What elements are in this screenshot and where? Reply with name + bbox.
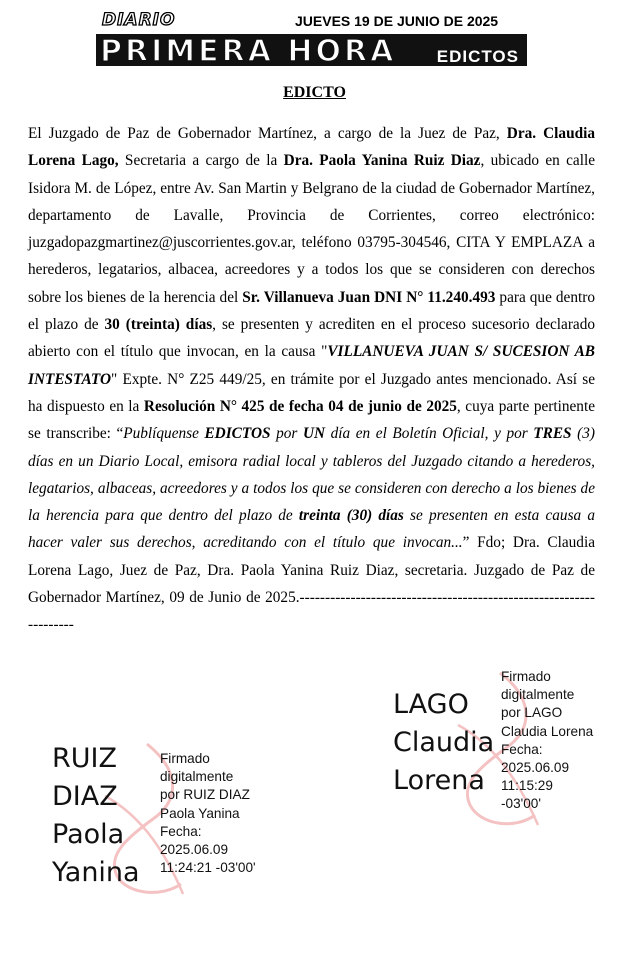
resolution-reference: Resolución N° 425 de fecha 04 de junio de 2025 [143, 397, 457, 415]
edict-body [28, 120, 595, 639]
quoted-text: se presenten en esta causa a hacer valer sus derechos, acreditando con el título que invocan... [28, 507, 595, 552]
signer-name [393, 686, 494, 800]
deadline-term: 30 (treinta) días [104, 316, 213, 334]
masthead-section: EDICTOS [436, 47, 519, 66]
signer-name-line: RUIZ [52, 743, 117, 774]
masthead-logo-top: DIARIO [102, 12, 176, 30]
signature-detail-line: Fecha: [160, 823, 202, 839]
quoted-text: por [270, 425, 303, 443]
signature-detail-line: Firmado [160, 751, 210, 766]
signer-name-line: Lorena [393, 765, 485, 796]
newspaper-masthead [96, 12, 527, 66]
signature-detail-line: Claudia Lorena [501, 723, 594, 739]
signature-details [501, 668, 593, 814]
body-text-segment: para que dentro el plazo de [28, 288, 595, 334]
document-title: EDICTO [283, 84, 346, 101]
signer-name-line: Claudia [393, 727, 495, 758]
signature-detail-line: Fecha: [501, 741, 543, 757]
signer-name-line: LAGO [393, 689, 469, 720]
body-text-segment: Secretaria a cargo de la [118, 152, 284, 170]
body-text-segment: El Juzgado de Paz de Gobernador Martínez, a cargo de la Juez de Paz, [28, 125, 507, 142]
signer-name-line: Paola [52, 819, 125, 850]
signature-detail-line: Paola Yanina [160, 805, 240, 821]
signature-detail-line: digitalmente [501, 687, 575, 703]
masthead-logo-main: PRIMERA HORA [100, 34, 397, 66]
signature-detail-line: digitalmente [160, 769, 234, 785]
quoted-text: día en el Boletín Oficial, y por [325, 425, 534, 443]
masthead-band [96, 34, 527, 66]
digital-signature-ruiz-diaz [50, 736, 280, 906]
secretary-name: Dra. Paola Yanina Ruiz Diaz [283, 152, 481, 170]
judge-name: Dra. Claudia Lorena Lago, [28, 125, 595, 170]
quoted-emphasis: UN [302, 425, 326, 443]
case-title: VILLANUEVA JUAN S/ SUCESION AB INTESTATO [28, 343, 595, 388]
body-text-segment: , se presenten y acrediten en el proceso sucesorio declarado abierto con el título que invocan, en la causa " [28, 316, 595, 361]
signature-detail-line: 2025.06.09 [160, 842, 229, 858]
masthead-date: JUEVES 19 DE JUNIO DE 2025 [295, 13, 499, 29]
signer-name-line: Yanina [52, 857, 140, 888]
quoted-emphasis: EDICTOS [204, 425, 271, 443]
deceased-name: Sr. Villanueva Juan DNI N° 11.240.493 [242, 288, 496, 306]
quoted-emphasis: TRES [533, 425, 572, 443]
signature-detail-line: -03'00' [501, 796, 541, 812]
quoted-emphasis: treinta (30) días [298, 507, 404, 525]
signature-detail-line: 2025.06.09 [501, 760, 570, 776]
body-text-segment: , cuya parte pertinente se transcribe: “ [28, 397, 595, 443]
signer-name [52, 740, 140, 892]
signature-detail-line: Firmado [501, 669, 551, 684]
quoted-text: Publíquense [123, 425, 205, 443]
signature-detail-line: 11:24:21 -03'00' [160, 860, 256, 876]
quoted-text: (3) días en un Diario Local, emisora radial local y tableros del Juzgado citando a herederos, legatarios, albaceas, acreedores y a todos los que se consideren con derecho a los bienes de la herencia para que dentro del plazo de [28, 425, 595, 525]
signer-name-line: DIAZ [52, 781, 118, 812]
signature-detail-line: por RUIZ DIAZ [160, 787, 250, 803]
digital-signature-lago [390, 660, 620, 820]
signature-detail-line: por LAGO [501, 705, 563, 721]
signature-details [160, 750, 256, 877]
body-text-segment: " Expte. N° Z25 449/25, en trámite por el Juzgado antes mencionado. Así se ha dispuesto en la [28, 370, 595, 415]
body-text-segment: , ubicado en calle Isidora M. de López, entre Av. San Martin y Belgrano de la ciudad de Gobernador Martínez, departamento de Lavalle, Provincia de Corrientes, correo electrónico: juzgadopazgmartinez@juscorrientes.gov.ar, teléfono 03795-304546, CITA Y EMPLAZA a herederos, legatarios, albacea, acreedores y a todos los que se consideren con derechos sobre los bienes de la herencia del [28, 152, 595, 306]
signature-detail-line: 11:15:29 [501, 778, 553, 794]
body-text-segment: ” Fdo; Dra. Claudia Lorena Lago, Juez de Paz, Dra. Paola Yanina Ruiz Diaz, secretaria. Juzgado de Paz de Gobernador Martínez, 09 de Junio de 2025.------------------------------------------------------------------- [28, 534, 595, 634]
